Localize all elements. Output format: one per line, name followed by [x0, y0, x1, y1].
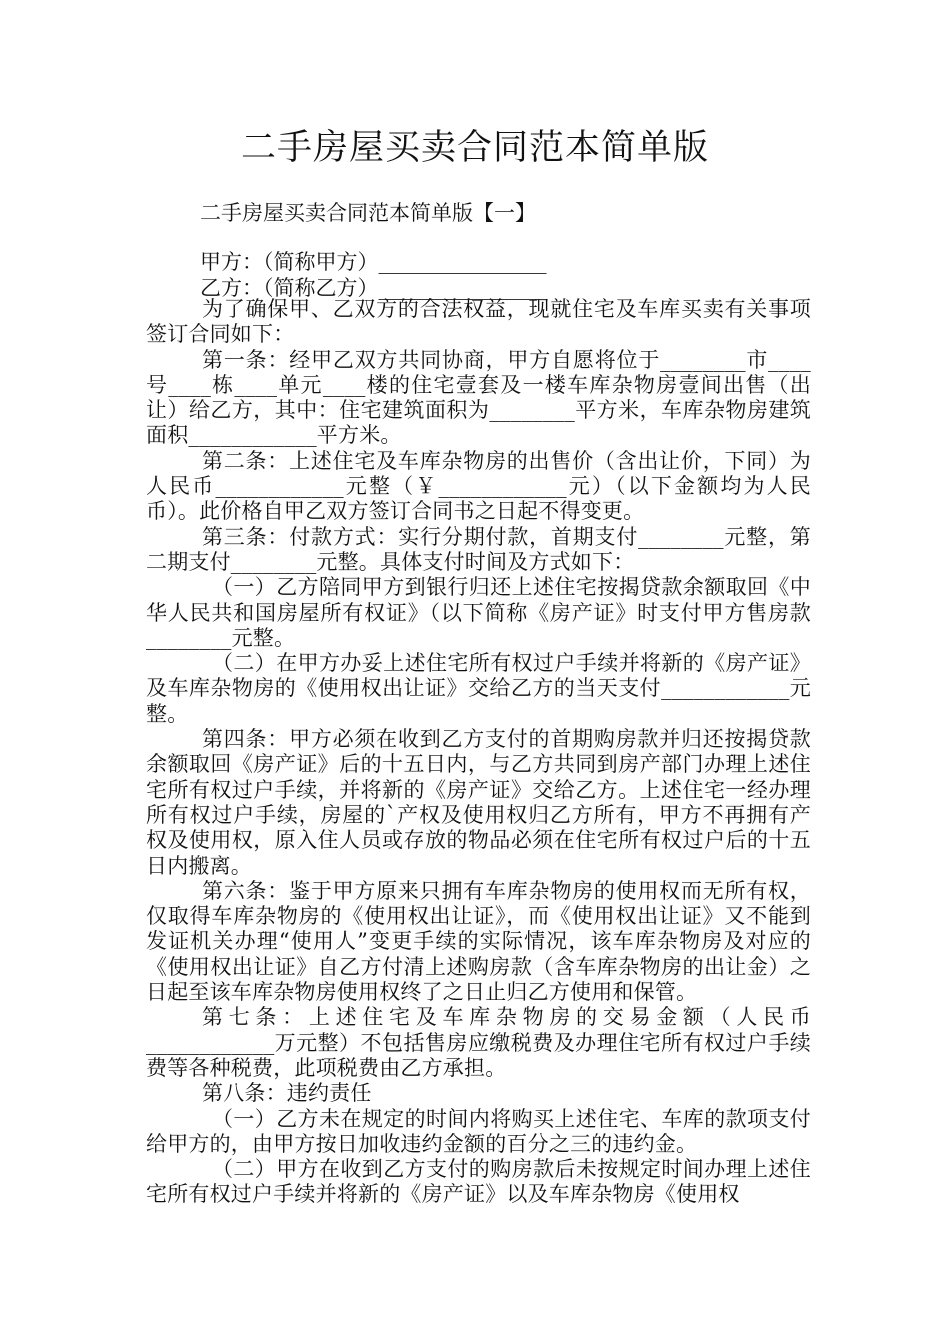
party-a-line: 甲方：（简称甲方）________________	[200, 250, 547, 274]
paragraph-article-7: 第七条：上述住宅及车库杂物房的交易金额（人民币____________万元整）不包括售房应缴税费及办理住宅所有权过户手续费等各种税费，此项税费由乙方承担。	[146, 1005, 811, 1080]
document-title: 二手房屋买卖合同范本简单版	[240, 128, 709, 168]
contract-body	[146, 297, 811, 1208]
paragraph-article-3-item-2: （二）在甲方办妥上述住宅所有权过户手续并将新的《房产证》及车库杂物房的《使用权出让证》交给乙方的当天支付____________元整。	[146, 651, 811, 726]
paragraph-article-8: 第八条：违约责任	[202, 1081, 372, 1106]
paragraph-article-4: 第四条：甲方必须在收到乙方支付的首期购房款并归还按揭贷款余额取回《房产证》后的十五日内，与乙方共同到房产部门办理上述住宅所有权过户手续，并将新的《房产证》交给乙方。上述住宅一经办理所有权过户手续，房屋的`产权及使用权归乙方所有，甲方不再拥有产权及使用权，原入住人员或存放的物品必须在住宅所有权过户后的十五日内搬离。	[146, 727, 811, 878]
paragraph-article-8-item-2: （二）甲方在收到乙方支付的购房款后未按规定时间办理上述住宅所有权过户手续并将新的《房产证》以及车库杂物房《使用权	[146, 1157, 811, 1207]
document-subtitle: 二手房屋买卖合同范本简单版【一】	[200, 201, 536, 225]
paragraph-article-3: 第三条：付款方式：实行分期付款，首期支付________元整，第二期支付________元整。具体支付时间及方式如下：	[146, 524, 811, 574]
party-b-line: 乙方：（简称乙方）________________	[200, 276, 547, 300]
paragraph-article-6: 第六条：鉴于甲方原来只拥有车库杂物房的使用权而无所有权，仅取得车库杂物房的《使用权出让证》，而《使用权出让证》又不能到发证机关办理“使用人”变更手续的实际情况，该车库杂物房及对应的《使用权出让证》自乙方付清上述购房款（含车库杂物房的出让金）之日起至该车库杂物房使用权终了之日止归乙方使用和保管。	[146, 878, 811, 1005]
paragraph-article-3-item-1: （一）乙方陪同甲方到银行归还上述住宅按揭贷款余额取回《中华人民共和国房屋所有权证》（以下简称《房产证》时支付甲方售房款________元整。	[146, 575, 811, 650]
paragraph-intro: 为了确保甲、乙双方的合法权益，现就住宅及车库买卖有关事项签订合同如下：	[146, 297, 811, 347]
paragraph-article-2: 第二条：上述住宅及车库杂物房的出售价（含出让价，下同）为人民币____________元整（￥____________元）（以下金额均为人民币）。此价格自甲乙双方签订合同书之日起不得变更。	[146, 448, 811, 524]
paragraph-article-8-item-1: （一）乙方未在规定的时间内将购买上述住宅、车库的款项支付给甲方的，由甲方按日加收违约金额的百分之三的违约金。	[146, 1106, 811, 1156]
paragraph-article-1: 第一条：经甲乙双方共同协商，甲方自愿将位于________市____号____栋____单元____楼的住宅壹套及一楼车库杂物房壹间出售（出让）给乙方，其中：住宅建筑面积为________平方米，车库杂物房建筑面积____________平方米。	[146, 347, 811, 448]
